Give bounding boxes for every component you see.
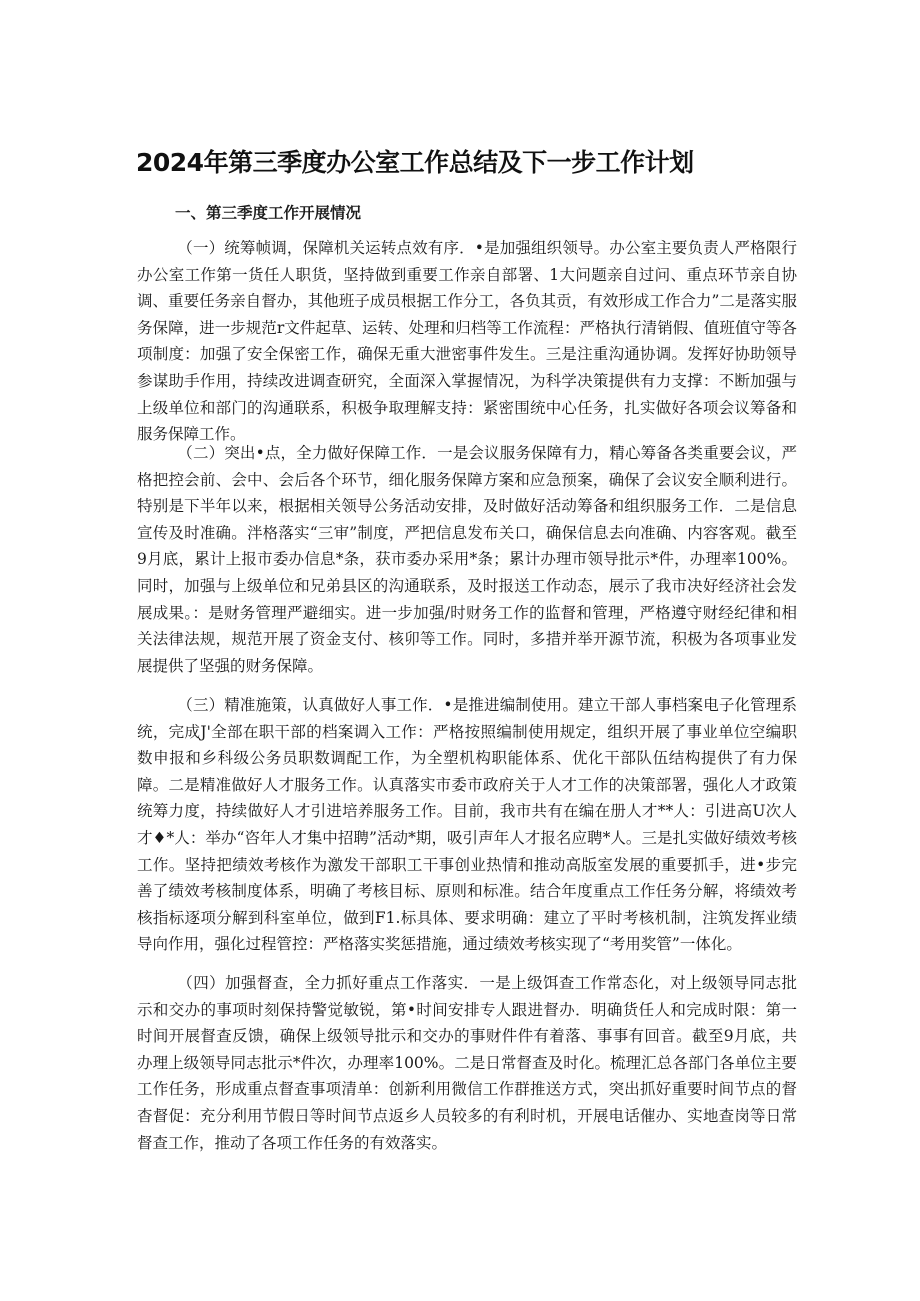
paragraph-4: （四）加强督查，全力抓好重点工作落实．一是上级饵查工作常态化，对上级领导同志批示和交办的事项时刻保持警觉敏锐，第•时间安排专人跟进督办．明确货任人和完成时限：第一时间开展督查反馈，确保上级领导批示和交办的事财件件有着落、事事有回音。截至9月底，共办理上级领导同志批示*件次，办理率100%。二是日常督查及时化。梳理汇总各部门各单位主要工作任务，形成重点督查事项清单：创新利用微信工作群推送方式，突出抓好重要时间节点的督杳督促：充分利用节假日等时间节点返乡人员较多的有利时机，开展电话催办、实地查岗等日常督查工作，推动了各项工作任务的有效落实。 bbox=[137, 974, 797, 1152]
paragraph-3: （三）精准施策，认真做好人事工作．•是推进编制使用。建立干部人事档案电子化管理系统，完成J'全部在职干部的档案调入工作：严格按照编制使用规定，组织开展了事业单位空编职数申报和乡科级公务员职数调配工作，为全塑机构职能体系、优化干部队伍结构提供了有力保障。二是精准做好人才服务工作。认真落实市委市政府关于人才工作的决策部署，强化人才政策统筹力度，持续做好人才引进培养服务工作。目前，我市共有在编在册人才**人：引进高U次人才♦*人：举办“咨年人才集中招聘”活动*期，吸引声年人才报名应聘*人。三是扎实做好绩效考核工作。坚持把绩效考核作为激发干部职工干事创业热情和推动高版室发展的重要抓手，进•步完善了绩效考核制度体系，明确了考核目标、原则和标准。结合年度重点工作任务分解，将绩效考核指标逐项分解到科室单位，做到F1.标具体、要求明确：建立了平时考核机制，注筑发挥业绩导向作用，强化过程管控：严格落实奖惩措施，通过绩效考核实现了“考用奖管”一体化。 bbox=[137, 696, 797, 954]
paragraph-1: （一）统筹帧调，保障机关运转点效有序．•是加强组织领导。办公室主要负责人严格限行办公室工作第一货任人职货，坚持做到重要工作亲自部署、1大问题亲自过问、重点环节亲自协调、重要任务亲自督办，其他班子成员根据工作分工，各负其贡，有效形成工作合力”二是落实服务保障，进一步规范r文件起草、运转、处理和归档等工作流程：严格执行清销假、值班值守等各项制度：加强了安全保密工作，确保无重大泄密事件发生。三是注重沟通协调。发挥好协助领导参谋助手作用，持续改进调查研究，全面深入掌握情况，为科学决策提供有力支撑：不断加强与上级单位和部门的沟通联系，积极争取理解支持：紧密围统中心任务，扎实做好各项会议筹备和服务保障工作。 bbox=[137, 239, 797, 444]
section-heading: 一、第三季度工作开展情况 bbox=[175, 203, 362, 222]
document-title: 2024年第三季度办公室工作总结及下一步工作计划 bbox=[136, 148, 694, 177]
paragraph-2: （二）突出•点，全力做好保障工作．一是会议服务保障有力，精心筹备各类重要会议，严格把控会前、会中、会后各个环节，细化服务保障方案和应急预案，确保了会议安全顺利进行。特别是下半年以来，根据相关领导公务活动安排，及时做好活动筹备和组织服务工作．二是信息宣传及时准确。泮格落实“三审”制度，严把信息发布关口，确保信息去向准确、内容客观。截至9月底，累计上报市委办信息*条，获市委办采用*条；累计办理市领导批示*件，办理率100%。同时，加强与上级单位和兄弟县区的沟通联系，及时报送工作动态，展示了我市决好经济社会发展成果。：是财务管理严避细实。进一步加强/时财务工作的监督和管理，严格遵守财经纪律和相关法律法规，规范开展了资金支付、核卯等工作。同时，多措并举开源节流，积极为各项事业发展提供了坚强的财务保障。 bbox=[137, 444, 797, 675]
